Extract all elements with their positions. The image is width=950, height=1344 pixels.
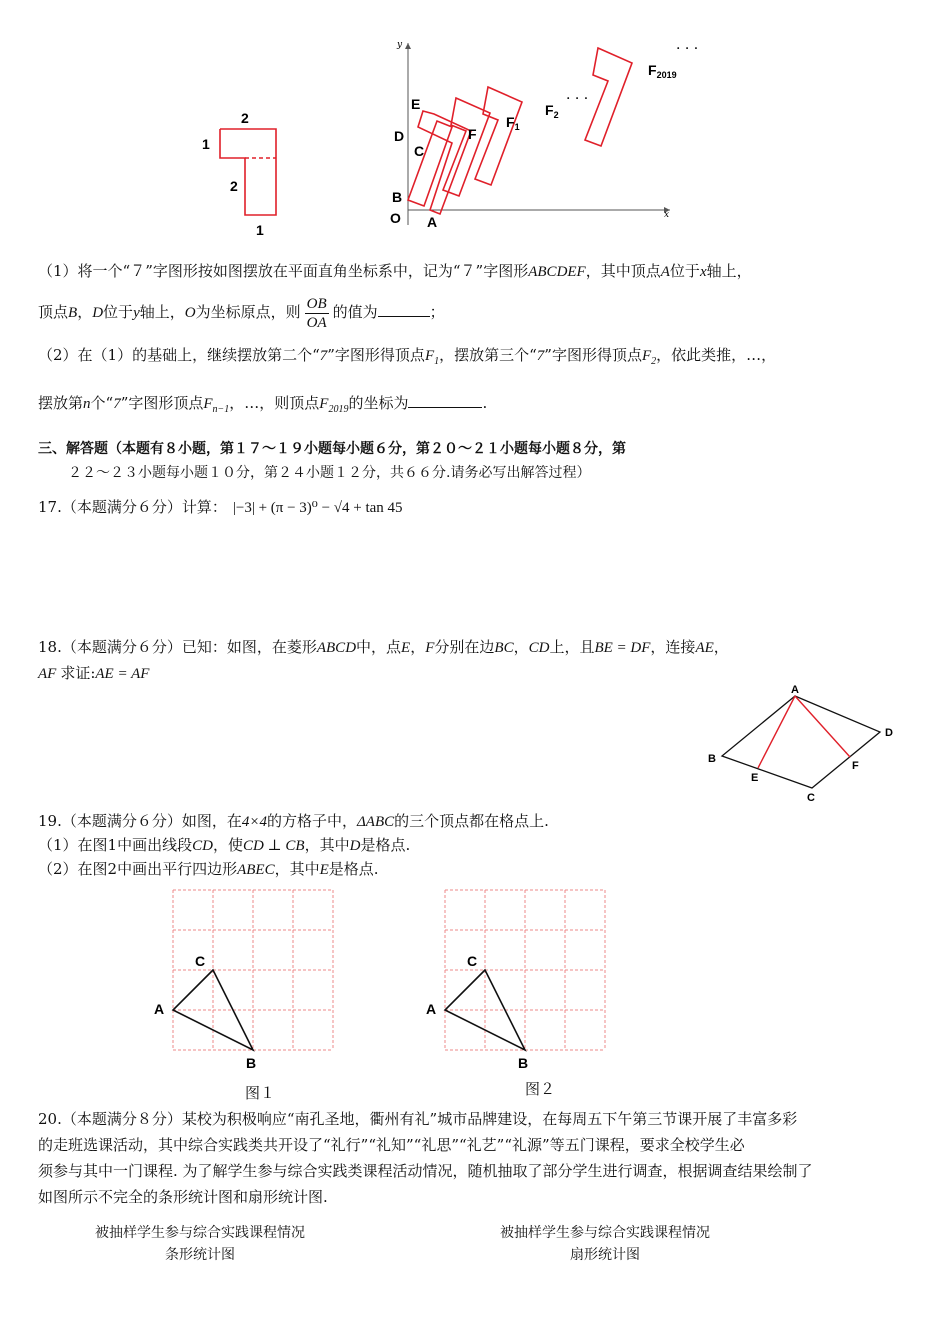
- q16-line4: 摆放第n个“7”字图形顶点$F_{n-1}$，…，则顶点$F_{2019}$的坐标为 .: [38, 394, 488, 415]
- ellipsis-end: · · ·: [676, 41, 699, 57]
- ob-over-oa-fraction: $\frac{OB}{OA}$: [306, 295, 327, 331]
- answer-blank-f2019[interactable]: [408, 393, 482, 408]
- q20-line1: 20.（本题满分８分）某校为积极响应“南孔圣地，衢州有礼”城市品牌建设，在每周五下午第三节课开展了丰富多彩: [38, 1110, 798, 1128]
- q18-line1: 18.（本题满分６分）已知：如图，在菱形ABCD中，点E，F分别在边BC，CD上，且BE = DF，连接AE，: [38, 638, 729, 656]
- grid-figure-1: [150, 880, 350, 1075]
- seven-label-bottom: 1: [256, 222, 264, 238]
- grid1-c-label: C: [195, 953, 206, 969]
- point-f2-label: $F_2$: [545, 102, 559, 120]
- seven-shape-figure: [190, 105, 300, 240]
- rhombus-a-label: A: [791, 684, 799, 696]
- coordinate-figure: [380, 35, 710, 235]
- seven-label-left: 1: [202, 136, 210, 152]
- grid2-b-label: B: [518, 1055, 529, 1071]
- caption-figure-1: 图１: [244, 1084, 275, 1102]
- point-f2019-label: $F_{2019}$: [648, 62, 677, 80]
- seven-label-middle: 2: [230, 178, 238, 194]
- q20-line4: 如图所示不完全的条形统计图和扇形统计图.: [38, 1188, 328, 1206]
- q20-line2: 的走班选课活动，其中综合实践类共开设了“礼行”“礼知”“礼思”“礼艺”“礼源”等五门课程，要求全校学生必: [38, 1136, 745, 1154]
- point-b-label: B: [392, 189, 403, 205]
- grid1-a-label: A: [154, 1001, 165, 1017]
- q19-line3: （2）在图2中画出平行四边形ABEC，其中E是格点.: [38, 860, 379, 878]
- y-axis-label: y: [397, 40, 403, 50]
- point-a-label: A: [427, 214, 438, 230]
- bar-chart-title: 被抽样学生参与综合实践课程情况 条形统计图: [95, 1225, 305, 1263]
- rhombus-c-label: C: [807, 792, 815, 804]
- q19-line2: （1）在图1中画出线段CD，使CD ⊥ CB，其中D是格点.: [38, 836, 411, 854]
- section3-header-line1: 三、解答题（本题有８小题，第１７～１９小题每小题６分，第２０～２１小题每小题８分，第: [38, 441, 626, 457]
- caption-figure-2: 图２: [524, 1080, 555, 1098]
- pie-chart-title: 被抽样学生参与综合实践课程情况 扇形统计图: [500, 1225, 710, 1263]
- q17-line: 17.（本题满分６分）计算： |−3| + (π − 3)⁰ − √4 + tan 45: [38, 498, 403, 516]
- q20-line3: 须参与其中一门课程. 为了解学生参与综合实践类课程活动情况，随机抽取了部分学生进行调查，根据调查结果绘制了: [38, 1162, 813, 1180]
- q17-expression: |−3| + (π − 3)⁰ − √4 + tan 45: [232, 500, 403, 516]
- rhombus-f-label: F: [852, 760, 859, 772]
- q16-line2: 顶点B，D位于y轴上，O为坐标原点，则 $\frac{OB}{OA}$ 的值为 ；: [38, 295, 445, 331]
- rhombus-e-label: E: [751, 772, 759, 784]
- q16-line1: （1）将一个“７”字图形按如图摆放在平面直角坐标系中，记为“７”字图形ABCDEF，其中顶点A位于x轴上，: [38, 262, 752, 280]
- point-c-label: C: [414, 143, 425, 159]
- x-axis-label: x: [664, 210, 670, 220]
- point-f1-label: $F_1$: [506, 114, 520, 132]
- seven-label-top: 2: [241, 110, 249, 126]
- rhombus-d-label: D: [885, 727, 893, 739]
- seven-shape-2019: [585, 48, 632, 146]
- grid1-b-label: B: [246, 1055, 257, 1071]
- grid2-a-label: A: [426, 1001, 437, 1017]
- grid-figure-2: [422, 880, 622, 1075]
- rhombus-b-label: B: [708, 753, 716, 765]
- point-e-label: E: [411, 96, 421, 112]
- section3-header-line2: ２２～２３小题每小题１０分，第２４小题１２分，共６６分.请务必写出解答过程）: [68, 465, 591, 481]
- q19-line1: 19.（本题满分６分）如图，在4×4的方格子中，ΔABC的三个顶点都在格点上.: [38, 812, 549, 830]
- origin-label: O: [390, 210, 401, 226]
- q18-line2: AF 求证:AE = AF: [38, 664, 150, 682]
- rhombus-figure: [700, 680, 900, 805]
- grid2-c-label: C: [467, 953, 478, 969]
- point-f-label: F: [468, 126, 477, 142]
- q16-line3: （2）在（1）的基础上，继续摆放第二个“7”字图形得顶点$F_1$，摆放第三个“7”字图形得顶点$F_2$，依此类推，…，: [38, 346, 777, 367]
- answer-blank-ratio[interactable]: [378, 302, 430, 317]
- point-d-label: D: [394, 128, 405, 144]
- ellipsis-middle: · · ·: [566, 91, 589, 107]
